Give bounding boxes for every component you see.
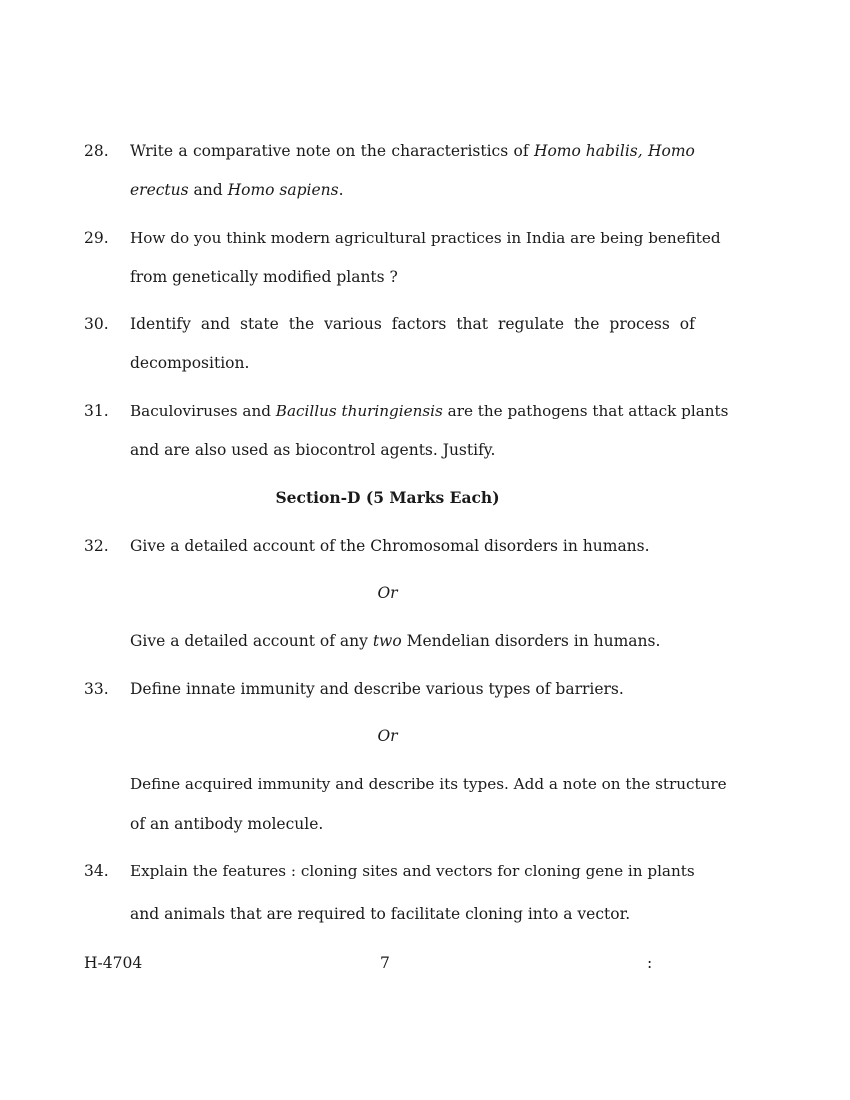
question-line-2: and animals that are required to facilitate cloning into a vector.	[130, 905, 631, 923]
species-name: Homo sapiens	[227, 181, 339, 199]
word: various	[324, 315, 382, 333]
question-line-2: and are also used as biocontrol agents. Justify.	[130, 441, 496, 459]
question-line-2: of an antibody molecule.	[130, 815, 324, 833]
species-name: Homo habilis,	[533, 142, 643, 160]
question-number: 34.	[84, 862, 109, 880]
question-line-2: from genetically modified plants ?	[130, 268, 398, 286]
species-name: erectus	[130, 181, 189, 199]
question-number: 28.	[84, 142, 109, 160]
question-line-1	[130, 632, 695, 650]
word: note	[295, 142, 331, 160]
paper-code: H-4704	[84, 954, 143, 972]
question-number: 33.	[84, 680, 109, 698]
word: factors	[391, 315, 447, 333]
text-fragment: Mendelian disorders in humans.	[401, 632, 661, 650]
word: that	[456, 315, 488, 333]
question-line-1: Explain the features : cloning sites and vectors for cloning gene in plants	[130, 862, 695, 880]
question-line-1: How do you think modern agricultural practices in India are being benefited	[130, 229, 721, 247]
word: characteristics	[391, 142, 509, 160]
word: and	[200, 315, 231, 333]
word: on	[336, 142, 356, 160]
word: the	[288, 315, 315, 333]
or-separator: Or	[377, 727, 398, 745]
text-fragment: Baculoviruses and	[130, 402, 276, 420]
question-line-1: Define innate immunity and describe various types of barriers.	[130, 680, 624, 698]
question-line-2	[130, 181, 695, 199]
question-number: 32.	[84, 537, 109, 555]
question-line-1	[130, 315, 695, 333]
footer-mark: :	[647, 954, 653, 972]
species-name: Bacillus thuringiensis	[275, 402, 443, 420]
word: regulate	[497, 315, 565, 333]
question-line-2: decomposition.	[130, 354, 250, 372]
word: of	[679, 315, 695, 333]
section-heading: Section-D (5 Marks Each)	[275, 488, 500, 507]
question-line-1	[130, 142, 695, 160]
word: Identify	[130, 315, 191, 333]
word: process	[609, 315, 670, 333]
text-fragment: and	[188, 181, 228, 199]
word: comparative	[192, 142, 291, 160]
question-number: 31.	[84, 402, 109, 420]
text-fragment: Give a detailed account of any	[130, 632, 373, 650]
word: of	[513, 142, 529, 160]
question-line-1: Give a detailed account of the Chromosomal disorders in humans.	[130, 537, 650, 555]
word: a	[178, 142, 188, 160]
species-name: Homo	[648, 142, 695, 160]
emphasis: two	[372, 632, 402, 650]
text-fragment: are the pathogens that attack plants	[442, 402, 729, 420]
question-line-1	[130, 402, 729, 420]
word: the	[360, 142, 387, 160]
word: Write	[130, 142, 174, 160]
question-number: 29.	[84, 229, 109, 247]
question-line-1: Define acquired immunity and describe its types. Add a note on the structure	[130, 775, 727, 793]
text-fragment: .	[338, 181, 344, 199]
question-number: 30.	[84, 315, 109, 333]
page-number: 7	[380, 954, 390, 972]
or-separator: Or	[377, 584, 398, 602]
word: the	[574, 315, 600, 333]
word: state	[239, 315, 279, 333]
